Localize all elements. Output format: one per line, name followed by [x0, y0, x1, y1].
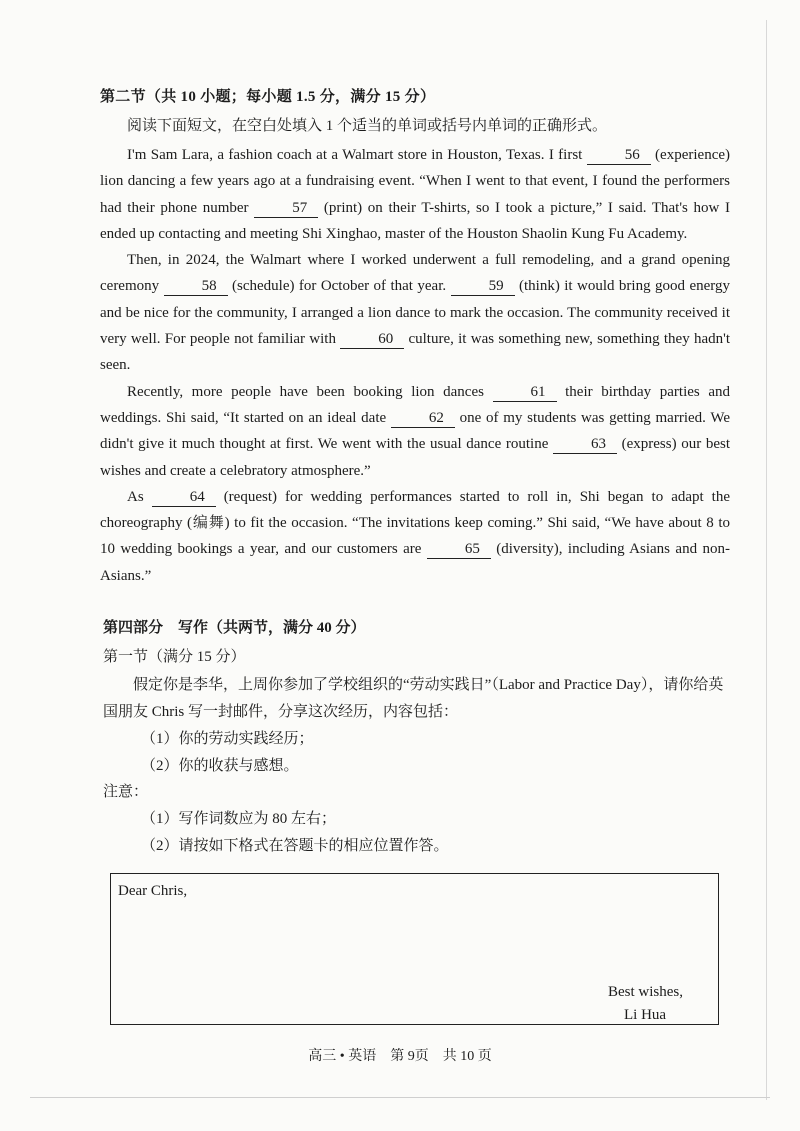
blank-64[interactable]: 64	[152, 488, 216, 507]
passage-text: culture, it was something new, something they hadn't seen.	[100, 331, 730, 374]
passage-text: Then, in 2024, the Walmart where I worked underwent a full remodeling, and a grand opening ceremony	[100, 252, 730, 295]
letter-closing: Best wishes,	[608, 984, 683, 1000]
passage-text: (think) it would bring good energy and be nice for the community, I arranged a lion dance to mark the occasion. The community received it very well. For people not familiar with	[100, 278, 730, 348]
blank-58[interactable]: 58	[164, 277, 228, 296]
passage-text: I'm Sam Lara, a fashion coach at a Walmart store in Houston, Texas. I first	[127, 147, 587, 163]
note-item-2: （2）请按如下格式在答题卡的相应位置作答。	[141, 838, 449, 854]
writing-prompt-text: 假定你是李华，上周你参加了学校组织的“劳动实践日”（Labor and Practice Day），请你给英国朋友 Chris 写一封邮件，分享这次经历，内容包括：	[103, 677, 724, 720]
passage-text: one of my students was getting married. We didn't give it much thought at first. We went with the usual dance routine	[100, 409, 730, 453]
blank-65[interactable]: 65	[427, 540, 491, 559]
notes-heading: 注意：	[103, 784, 149, 800]
note-item-1: （1）写作词数应为 80 左右；	[141, 811, 337, 827]
cloze-passage	[100, 142, 730, 589]
part-4-section-1-heading: 第一节（满分 15 分）	[103, 649, 246, 665]
section-2-heading: 第二节（共 10 小题；每小题 1.5 分，满分 15 分）	[100, 89, 436, 105]
passage-text: (request) for wedding performances started to roll in, Shi began to adapt the choreography (编舞) to fit the occasion. “The invitations keep coming.” Shi said, “We have about 8 to 10 wedding bookings a year, and our customers are	[100, 488, 731, 558]
passage-text: As	[127, 488, 152, 505]
letter-answer-box[interactable]	[110, 873, 719, 1025]
writing-prompt	[103, 672, 728, 780]
page-bottom-line	[30, 1097, 770, 1098]
blank-59[interactable]: 59	[451, 277, 515, 296]
notes-list	[141, 806, 449, 860]
writing-prompt-item-2: （2）你的收获与感想。	[141, 758, 299, 774]
blank-57[interactable]: 57	[254, 199, 318, 218]
writing-prompt-item-1: （1）你的劳动实践经历；	[141, 731, 314, 747]
blank-62[interactable]: 62	[391, 409, 455, 428]
passage-text: (experience) lion dancing a few years ago at a fundraising event. “When I went to that event, I found the performers had their phone number	[100, 147, 731, 216]
letter-signature: Li Hua	[624, 1007, 667, 1023]
passage-text: their birthday parties and weddings. Shi said, “It started on an ideal date	[100, 383, 730, 426]
passage-paragraph-2	[100, 247, 730, 378]
passage-text: (express) our best wishes and create a celebratory atmosphere.”	[100, 436, 730, 479]
passage-paragraph-4	[100, 484, 730, 589]
blank-60[interactable]: 60	[340, 330, 404, 349]
passage-text: (diversity), including Asians and non-Asians.”	[100, 541, 730, 584]
blank-63[interactable]: 63	[553, 435, 617, 454]
passage-text: (schedule) for October of that year.	[227, 278, 451, 295]
page-edge-line	[766, 20, 767, 1100]
passage-paragraph-1	[100, 142, 730, 247]
passage-text: Recently, more people have been booking lion dances	[127, 383, 493, 400]
blank-56[interactable]: 56	[587, 146, 651, 165]
blank-61[interactable]: 61	[493, 383, 557, 402]
part-4-heading: 第四部分 写作（共两节，满分 40 分）	[103, 620, 366, 636]
section-2-instruction: 阅读下面短文，在空白处填入 1 个适当的单词或括号内单词的正确形式。	[127, 118, 608, 134]
letter-salutation: Dear Chris,	[118, 883, 188, 899]
passage-text: (print) on their T-shirts, so I took a picture,” I said. That's how I ended up contacting and meeting Shi Xinghao, master of the Houston Shaolin Kung Fu Academy.	[100, 199, 730, 242]
page-footer: 高三 • 英语 第 9页 共 10 页	[308, 1049, 492, 1064]
passage-paragraph-3	[100, 379, 730, 484]
